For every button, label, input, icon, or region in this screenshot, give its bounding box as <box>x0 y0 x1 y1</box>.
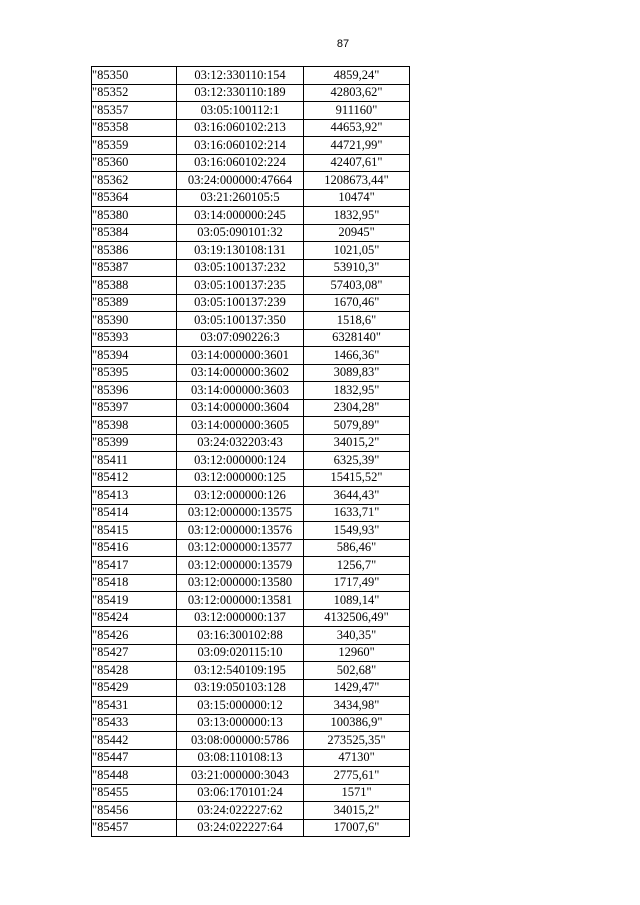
value-cell: 3434,98" <box>304 697 410 715</box>
table-row <box>92 312 410 330</box>
cadastral-number-cell: 03:12:000000:13577 <box>177 539 304 557</box>
record-number-cell: "85417 <box>92 557 177 575</box>
table-row <box>92 522 410 540</box>
cadastral-number-cell: 03:12:000000:13579 <box>177 557 304 575</box>
table-row <box>92 434 410 452</box>
cadastral-number-cell: 03:13:000000:13 <box>177 714 304 732</box>
cadastral-number-cell: 03:21:260105:5 <box>177 189 304 207</box>
cadastral-number-cell: 03:08:000000:5786 <box>177 732 304 750</box>
record-number-cell: "85395 <box>92 364 177 382</box>
cadastral-number-cell: 03:19:130108:131 <box>177 242 304 260</box>
cadastral-number-cell: 03:21:000000:3043 <box>177 767 304 785</box>
value-cell: 47130" <box>304 749 410 767</box>
cadastral-number-cell: 03:12:000000:124 <box>177 452 304 470</box>
value-cell: 34015,2" <box>304 434 410 452</box>
value-cell: 57403,08" <box>304 277 410 295</box>
value-cell: 586,46" <box>304 539 410 557</box>
cadastral-number-cell: 03:14:000000:245 <box>177 207 304 225</box>
record-number-cell: "85413 <box>92 487 177 505</box>
record-number-cell: "85455 <box>92 784 177 802</box>
value-cell: 20945" <box>304 224 410 242</box>
value-cell: 1021,05" <box>304 242 410 260</box>
value-cell: 100386,9" <box>304 714 410 732</box>
value-cell: 1256,7" <box>304 557 410 575</box>
record-number-cell: "85398 <box>92 417 177 435</box>
cadastral-number-cell: 03:12:000000:13575 <box>177 504 304 522</box>
record-number-cell: "85359 <box>92 137 177 155</box>
record-number-cell: "85396 <box>92 382 177 400</box>
value-cell: 1089,14" <box>304 592 410 610</box>
cadastral-number-cell: 03:12:540109:195 <box>177 662 304 680</box>
table-row <box>92 469 410 487</box>
table-row <box>92 67 410 85</box>
table-row <box>92 557 410 575</box>
value-cell: 15415,52" <box>304 469 410 487</box>
table-row <box>92 504 410 522</box>
cadastral-number-cell: 03:24:000000:47664 <box>177 172 304 190</box>
cadastral-number-cell: 03:15:000000:12 <box>177 697 304 715</box>
cadastral-number-cell: 03:08:110108:13 <box>177 749 304 767</box>
value-cell: 6328140" <box>304 329 410 347</box>
value-cell: 42407,61" <box>304 154 410 172</box>
value-cell: 1466,36" <box>304 347 410 365</box>
table-row <box>92 697 410 715</box>
record-number-cell: "85419 <box>92 592 177 610</box>
value-cell: 3089,83" <box>304 364 410 382</box>
cadastral-number-cell: 03:12:000000:125 <box>177 469 304 487</box>
table-row <box>92 364 410 382</box>
record-number-cell: "85357 <box>92 102 177 120</box>
record-number-cell: "85433 <box>92 714 177 732</box>
cadastral-number-cell: 03:14:000000:3602 <box>177 364 304 382</box>
cadastral-number-cell: 03:19:050103:128 <box>177 679 304 697</box>
cadastral-number-cell: 03:12:000000:126 <box>177 487 304 505</box>
value-cell: 4132506,49" <box>304 609 410 627</box>
value-cell: 2775,61" <box>304 767 410 785</box>
value-cell: 3644,43" <box>304 487 410 505</box>
record-number-cell: "85399 <box>92 434 177 452</box>
record-number-cell: "85431 <box>92 697 177 715</box>
value-cell: 17007,6" <box>304 819 410 837</box>
table-row <box>92 189 410 207</box>
table-row <box>92 172 410 190</box>
value-cell: 12960" <box>304 644 410 662</box>
record-number-cell: "85414 <box>92 504 177 522</box>
value-cell: 1549,93" <box>304 522 410 540</box>
value-cell: 53910,3" <box>304 259 410 277</box>
table-row <box>92 137 410 155</box>
table-body <box>92 67 410 837</box>
table-row <box>92 487 410 505</box>
table-row <box>92 242 410 260</box>
cadastral-number-cell: 03:24:022227:64 <box>177 819 304 837</box>
table-row <box>92 802 410 820</box>
table-row <box>92 294 410 312</box>
value-cell: 1832,95" <box>304 207 410 225</box>
value-cell: 1832,95" <box>304 382 410 400</box>
value-cell: 10474" <box>304 189 410 207</box>
table-row <box>92 644 410 662</box>
cadastral-number-cell: 03:05:100112:1 <box>177 102 304 120</box>
record-number-cell: "85384 <box>92 224 177 242</box>
cadastral-number-cell: 03:14:000000:3601 <box>177 347 304 365</box>
data-table <box>91 66 410 837</box>
cadastral-number-cell: 03:16:060102:214 <box>177 137 304 155</box>
value-cell: 34015,2" <box>304 802 410 820</box>
cadastral-number-cell: 03:14:000000:3604 <box>177 399 304 417</box>
cadastral-number-cell: 03:16:060102:224 <box>177 154 304 172</box>
record-number-cell: "85397 <box>92 399 177 417</box>
value-cell: 4859,24" <box>304 67 410 85</box>
table-row <box>92 627 410 645</box>
record-number-cell: "85418 <box>92 574 177 592</box>
value-cell: 44721,99" <box>304 137 410 155</box>
value-cell: 273525,35" <box>304 732 410 750</box>
value-cell: 1429,47" <box>304 679 410 697</box>
table-row <box>92 259 410 277</box>
table-row <box>92 749 410 767</box>
record-number-cell: "85389 <box>92 294 177 312</box>
table-row <box>92 609 410 627</box>
record-number-cell: "85352 <box>92 84 177 102</box>
table-row <box>92 662 410 680</box>
record-number-cell: "85358 <box>92 119 177 137</box>
table-row <box>92 277 410 295</box>
cadastral-number-cell: 03:14:000000:3605 <box>177 417 304 435</box>
record-number-cell: "85380 <box>92 207 177 225</box>
cadastral-number-cell: 03:24:022227:62 <box>177 802 304 820</box>
table-row <box>92 732 410 750</box>
record-number-cell: "85456 <box>92 802 177 820</box>
record-number-cell: "85390 <box>92 312 177 330</box>
value-cell: 44653,92" <box>304 119 410 137</box>
cadastral-number-cell: 03:12:000000:13581 <box>177 592 304 610</box>
record-number-cell: "85387 <box>92 259 177 277</box>
table-row <box>92 784 410 802</box>
table-row <box>92 417 410 435</box>
record-number-cell: "85386 <box>92 242 177 260</box>
cadastral-number-cell: 03:12:000000:13580 <box>177 574 304 592</box>
table-row <box>92 399 410 417</box>
table-row <box>92 224 410 242</box>
record-number-cell: "85350 <box>92 67 177 85</box>
table-row <box>92 154 410 172</box>
value-cell: 1670,46" <box>304 294 410 312</box>
record-number-cell: "85429 <box>92 679 177 697</box>
table-row <box>92 767 410 785</box>
record-number-cell: "85447 <box>92 749 177 767</box>
table-row <box>92 102 410 120</box>
value-cell: 42803,62" <box>304 84 410 102</box>
record-number-cell: "85412 <box>92 469 177 487</box>
value-cell: 502,68" <box>304 662 410 680</box>
record-number-cell: "85411 <box>92 452 177 470</box>
value-cell: 1571" <box>304 784 410 802</box>
value-cell: 1717,49" <box>304 574 410 592</box>
record-number-cell: "85457 <box>92 819 177 837</box>
cadastral-number-cell: 03:05:100137:235 <box>177 277 304 295</box>
cadastral-number-cell: 03:12:000000:13576 <box>177 522 304 540</box>
value-cell: 340,35" <box>304 627 410 645</box>
cadastral-number-cell: 03:24:032203:43 <box>177 434 304 452</box>
value-cell: 2304,28" <box>304 399 410 417</box>
record-number-cell: "85427 <box>92 644 177 662</box>
cadastral-number-cell: 03:05:100137:232 <box>177 259 304 277</box>
value-cell: 911160" <box>304 102 410 120</box>
cadastral-number-cell: 03:05:090101:32 <box>177 224 304 242</box>
table-row <box>92 714 410 732</box>
table-row <box>92 819 410 837</box>
table-row <box>92 452 410 470</box>
value-cell: 6325,39" <box>304 452 410 470</box>
value-cell: 1633,71" <box>304 504 410 522</box>
table-row <box>92 119 410 137</box>
cadastral-number-cell: 03:05:100137:350 <box>177 312 304 330</box>
value-cell: 1208673,44" <box>304 172 410 190</box>
value-cell: 5079,89" <box>304 417 410 435</box>
cadastral-number-cell: 03:16:060102:213 <box>177 119 304 137</box>
record-number-cell: "85394 <box>92 347 177 365</box>
record-number-cell: "85424 <box>92 609 177 627</box>
record-number-cell: "85448 <box>92 767 177 785</box>
record-number-cell: "85393 <box>92 329 177 347</box>
record-number-cell: "85428 <box>92 662 177 680</box>
page-number: 87 <box>336 38 350 50</box>
record-number-cell: "85360 <box>92 154 177 172</box>
record-number-cell: "85426 <box>92 627 177 645</box>
table-row <box>92 539 410 557</box>
cadastral-number-cell: 03:12:000000:137 <box>177 609 304 627</box>
record-number-cell: "85364 <box>92 189 177 207</box>
cadastral-number-cell: 03:16:300102:88 <box>177 627 304 645</box>
cadastral-number-cell: 03:14:000000:3603 <box>177 382 304 400</box>
record-number-cell: "85416 <box>92 539 177 557</box>
cadastral-number-cell: 03:12:330110:154 <box>177 67 304 85</box>
cadastral-number-cell: 03:06:170101:24 <box>177 784 304 802</box>
table-row <box>92 347 410 365</box>
table-row <box>92 382 410 400</box>
cadastral-number-cell: 03:12:330110:189 <box>177 84 304 102</box>
value-cell: 1518,6" <box>304 312 410 330</box>
table-row <box>92 574 410 592</box>
record-number-cell: "85415 <box>92 522 177 540</box>
record-number-cell: "85388 <box>92 277 177 295</box>
record-number-cell: "85442 <box>92 732 177 750</box>
table-row <box>92 329 410 347</box>
cadastral-number-cell: 03:05:100137:239 <box>177 294 304 312</box>
table-row <box>92 84 410 102</box>
table-row <box>92 679 410 697</box>
table-row <box>92 207 410 225</box>
table-row <box>92 592 410 610</box>
cadastral-number-cell: 03:07:090226:3 <box>177 329 304 347</box>
cadastral-number-cell: 03:09:020115:10 <box>177 644 304 662</box>
record-number-cell: "85362 <box>92 172 177 190</box>
